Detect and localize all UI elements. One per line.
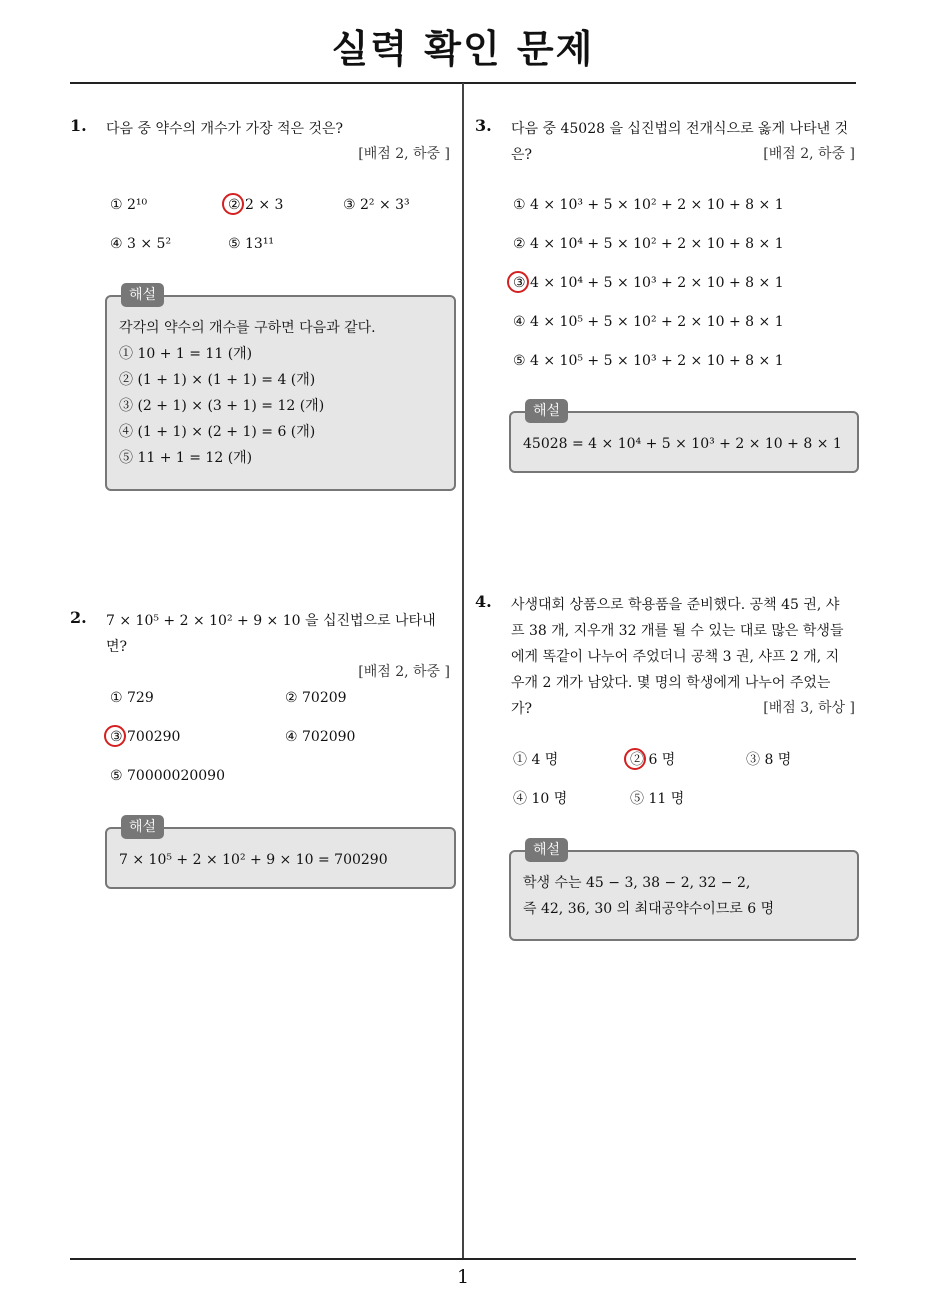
question-4 [475,592,855,720]
solution-line: 학생 수는 45 − 3, 38 − 2, 32 − 2, [523,875,751,891]
answer-mark-icon [624,748,646,770]
q4-option-1[interactable]: ① 4 명 [513,752,559,768]
solution-tag: 해설 [121,815,164,839]
option-label: ③ 700290 [110,729,181,745]
q2-option-5[interactable]: ⑤ 70000020090 [110,768,225,784]
q1-option-5[interactable]: ⑤ 13¹¹ [228,236,275,252]
q3-solution-box [509,403,859,473]
column-divider [462,83,464,1258]
q3-option-2[interactable]: ② 4 × 10⁴ + 5 × 10² + 2 × 10 + 8 × 1 [513,236,784,252]
q3-option-5[interactable]: ⑤ 4 × 10⁵ + 5 × 10³ + 2 × 10 + 8 × 1 [513,353,784,369]
question-number: 3. [475,116,492,135]
answer-mark-icon [222,193,244,215]
solution-line: 45028 = 4 × 10⁴ + 5 × 10³ + 2 × 10 + 8 × 1 [523,436,842,452]
question-number: 1. [70,116,87,135]
question-text: 7 × 10⁵ + 2 × 10² + 9 × 10 을 십진법으로 나타내면? [106,613,436,655]
question-2 [70,608,450,684]
solution-tag: 해설 [525,399,568,423]
solution-tag: 해설 [121,283,164,307]
solution-line: 7 × 10⁵ + 2 × 10² + 9 × 10 = 700290 [119,852,388,868]
bottom-divider [70,1258,856,1260]
question-text: 사생대회 상품으로 학용품을 준비했다. 공책 45 권, 샤프 38 개, 지우개 32 개를 될 수 있는 대로 많은 학생들에게 똑같이 나누어 주었더니 공책 3 권, 샤프 2 개, 지우개 2 개가 남았다. 몇 명의 학생에게 나누어 주었는가? [511,597,844,717]
page-number: 1 [456,1266,470,1288]
q4-option-3[interactable]: ③ 8 명 [746,752,792,768]
solution-line: 각각의 약수의 개수를 구하면 다음과 같다. [119,320,376,336]
q4-option-5[interactable]: ⑤ 11 명 [630,791,685,807]
q3-option-4[interactable]: ④ 4 × 10⁵ + 5 × 10² + 2 × 10 + 8 × 1 [513,314,784,330]
q1-option-3[interactable]: ③ 2² × 3³ [343,197,410,213]
answer-mark-icon [507,271,529,293]
page-title: 실력 확인 문제 [331,27,595,71]
q1-solution-box [105,287,456,491]
option-label: ② 6 명 [630,752,676,768]
q2-option-4[interactable]: ④ 702090 [285,729,356,745]
solution-line: ① 10 + 1 = 11 (개) [119,346,253,362]
q2-option-2[interactable]: ② 70209 [285,690,347,706]
solution-line: 즉 42, 36, 30 의 최대공약수이므로 6 명 [523,901,775,917]
q1-option-1[interactable]: ① 2¹⁰ [110,197,148,213]
question-meta: [배점 3, 하상 ] [763,700,855,716]
q2-solution-box [105,819,456,889]
q4-option-2[interactable] [630,750,675,770]
solution-line: ② (1 + 1) × (1 + 1) = 4 (개) [119,372,316,388]
question-3 [475,116,855,166]
q4-option-4[interactable]: ④ 10 명 [513,791,568,807]
solution-line: ③ (2 + 1) × (3 + 1) = 12 (개) [119,398,325,414]
question-meta: [배점 2, 하중 ] [763,146,855,162]
question-number: 2. [70,608,87,627]
question-text: 다음 중 약수의 개수가 가장 적은 것은? [106,121,344,137]
q1-option-2[interactable] [228,195,283,215]
q2-option-3[interactable] [110,727,180,747]
q2-option-1[interactable]: ① 729 [110,690,154,706]
option-label: ③ 4 × 10⁴ + 5 × 10³ + 2 × 10 + 8 × 1 [513,275,784,291]
solution-line: ⑤ 11 + 1 = 12 (개) [119,450,253,466]
solution-line: ④ (1 + 1) × (2 + 1) = 6 (개) [119,424,316,440]
question-meta: [배점 2, 하중 ] [358,146,450,162]
q1-option-4[interactable]: ④ 3 × 5² [110,236,172,252]
question-meta: [배점 2, 하중 ] [358,664,450,680]
question-text: 다음 중 45028 을 십진법의 전개식으로 옳게 나타낸 것은? [511,121,849,163]
answer-mark-icon [104,725,126,747]
option-label: ② 2 × 3 [228,197,284,213]
solution-tag: 해설 [525,838,568,862]
q4-solution-box [509,842,859,941]
question-number: 4. [475,592,492,611]
question-1 [70,116,450,166]
q3-option-1[interactable]: ① 4 × 10³ + 5 × 10² + 2 × 10 + 8 × 1 [513,197,784,213]
q3-option-3[interactable] [513,273,784,293]
